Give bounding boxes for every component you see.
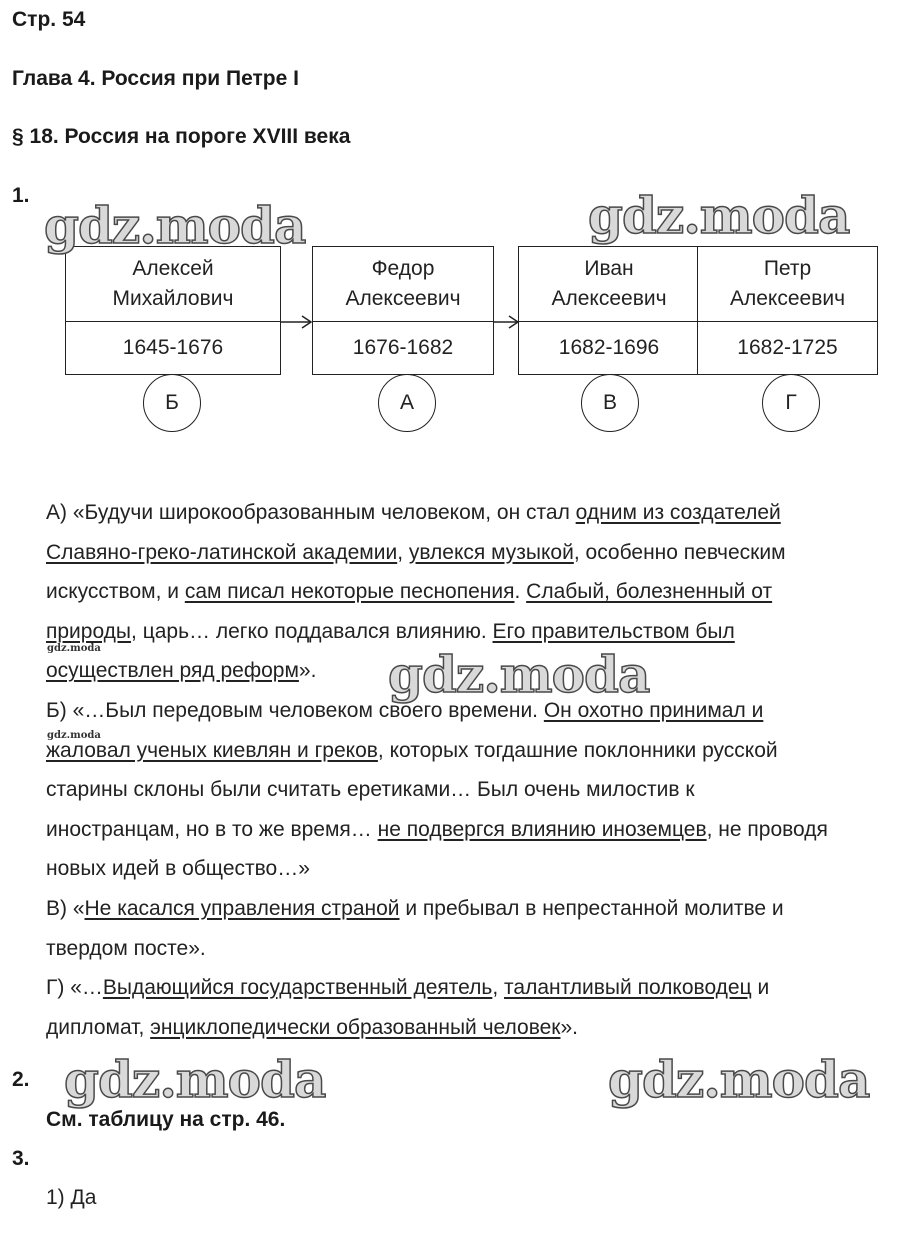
- underlined-phrase: осуществлен ряд реформ: [46, 659, 299, 683]
- ruler-patronymic: Алексеевич: [729, 287, 846, 310]
- letter-circle: В: [581, 374, 639, 432]
- watermark: gdz.moda: [608, 1050, 870, 1109]
- section-title: § 18. Россия на пороге XVIII века: [12, 125, 351, 148]
- ruler-patronymic: Алексеевич: [345, 287, 461, 310]
- underlined-phrase: увлекся музыкой: [408, 540, 574, 564]
- ruler-first-name: Петр: [763, 257, 812, 280]
- text: , не проводя: [706, 817, 828, 841]
- page-number: Стр. 54: [12, 8, 86, 31]
- underlined-phrase: одним из создателей: [575, 501, 781, 524]
- text: иностранцам, но в то же время…: [46, 817, 378, 841]
- watermark: gdz.moda: [588, 186, 850, 245]
- text: и пребывал в непрестанной молитве и: [399, 897, 784, 920]
- letter-circle: Б: [143, 374, 201, 432]
- underlined-phrase: Он охотно принимал и: [543, 699, 764, 722]
- quote-g: [46, 968, 906, 1047]
- ruler-patronymic: Михайлович: [112, 287, 234, 310]
- text: ».: [560, 1015, 578, 1039]
- watermark-small: gdz.moda: [47, 730, 101, 741]
- text: ».: [298, 659, 317, 683]
- text: , которых тогдашние поклонники русской: [377, 738, 778, 762]
- underlined-phrase: энциклопедически образованный человек: [150, 1015, 561, 1039]
- underlined-phrase: не подвергся влиянию иноземцев: [377, 817, 707, 841]
- underlined-phrase: талантливый полководец: [504, 976, 752, 999]
- underlined-phrase: Славяно-греко-латинской академии: [46, 540, 398, 564]
- task-2-text: См. таблицу на стр. 46.: [46, 1108, 286, 1131]
- ruler-first-name: Алексей: [132, 257, 214, 280]
- task-3-number: 3.: [12, 1147, 30, 1170]
- text: ,: [492, 976, 505, 999]
- quote-v: [46, 889, 906, 968]
- ruler-first-name: Иван: [584, 257, 634, 280]
- task-2-number: 2.: [12, 1068, 30, 1091]
- ruler-years: 1645-1676: [122, 336, 224, 359]
- watermark: gdz.moda: [64, 1050, 326, 1109]
- ruler-years: 1682-1725: [737, 336, 838, 359]
- quote-b: [46, 691, 906, 889]
- letter-circle: А: [378, 374, 436, 432]
- task-1-number: 1.: [12, 184, 30, 207]
- ruler-years: 1676-1682: [352, 336, 454, 359]
- text: , царь… легко поддавался влиянию.: [131, 619, 493, 643]
- ruler-first-name: Федор: [371, 257, 435, 280]
- text: , особенно певческим: [573, 540, 786, 564]
- underlined-phrase: жаловал ученых киевлян и греков: [46, 738, 378, 762]
- text: дипломат,: [46, 1015, 151, 1039]
- text: искусством, и: [46, 580, 185, 604]
- watermark: gdz.moda: [44, 196, 306, 255]
- text: В) «: [46, 897, 85, 920]
- ruler-years: 1682-1696: [558, 336, 660, 359]
- watermark-small: gdz.moda: [47, 643, 101, 654]
- underlined-phrase: сам писал некоторые песнопения: [184, 580, 515, 604]
- underlined-phrase: природы: [46, 619, 132, 643]
- underlined-phrase: Его правительством был: [492, 619, 735, 643]
- quote-a: [46, 493, 906, 691]
- text: Г) «…: [46, 976, 103, 999]
- text: твердом посте».: [46, 936, 206, 960]
- chapter-title: Глава 4. Россия при Петре I: [12, 67, 299, 90]
- letter-circle: Г: [762, 374, 820, 432]
- text: Б) «…Был передовым человеком своего времени.: [46, 699, 544, 722]
- text: А) «Будучи широкообразованным человеком, он стал: [46, 501, 576, 524]
- text: .: [514, 580, 527, 604]
- text: старины склоны были считать еретиками… Был очень милостив к: [46, 778, 695, 802]
- text: ,: [397, 540, 409, 564]
- underlined-phrase: Не касался управления страной: [84, 897, 400, 920]
- watermark: gdz.moda: [388, 645, 650, 704]
- text: новых идей в общество…»: [46, 857, 310, 881]
- text: и: [751, 976, 770, 999]
- task-3-answer: 1) Да: [46, 1186, 97, 1209]
- ruler-patronymic: Алексеевич: [551, 287, 667, 310]
- underlined-phrase: Выдающийся государственный деятель: [102, 976, 493, 999]
- underlined-phrase: Слабый, болезненный от: [526, 580, 773, 604]
